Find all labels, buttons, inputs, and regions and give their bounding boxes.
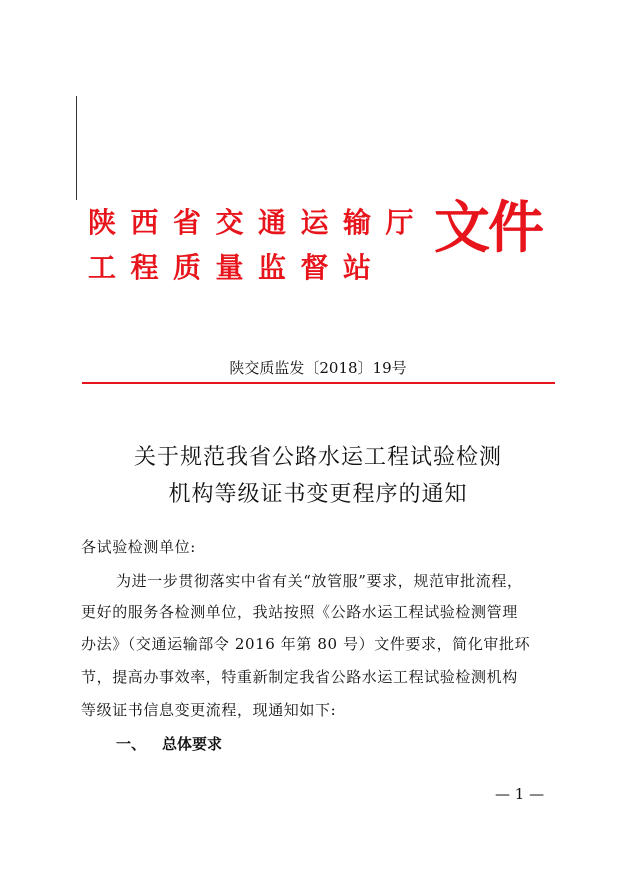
red-separator-rule <box>82 382 555 384</box>
issuer-name-line-2: 工程质量监督站 <box>88 251 386 284</box>
binding-margin-line <box>76 96 77 200</box>
document-number: 陕交质监发〔2018〕19号 <box>229 359 407 377</box>
body-paragraph-line: 为进一步贯彻落实中省有关“放管服”要求，规范审批流程， <box>116 572 523 590</box>
salutation: 各试验检测单位: <box>81 538 196 556</box>
issuer-name-line-1: 陕西省交通运输厅 <box>88 206 429 239</box>
section-number: 一、 <box>116 735 147 753</box>
section-title: 总体要求 <box>162 735 223 753</box>
notice-title-line-2: 机构等级证书变更程序的通知 <box>168 482 468 507</box>
section-heading <box>116 737 222 752</box>
document-type-mark: 文件 <box>434 196 542 261</box>
notice-title-line-1: 关于规范我省公路水运工程试验检测 <box>133 445 502 470</box>
body-paragraph-line: 更好的服务各检测单位，我站按照《公路水运工程试验检测管理 <box>81 603 518 621</box>
body-paragraph-line: 等级证书信息变更流程，现通知如下: <box>81 701 337 719</box>
body-paragraph-line: 节，提高办事效率，特重新制定我省公路水运工程试验检测机构 <box>81 668 518 686</box>
page-number: — 1 — <box>495 785 545 803</box>
body-paragraph-line: 办法》（交通运输部令 2016 年第 80 号）文件要求，简化审批环 <box>81 635 531 653</box>
